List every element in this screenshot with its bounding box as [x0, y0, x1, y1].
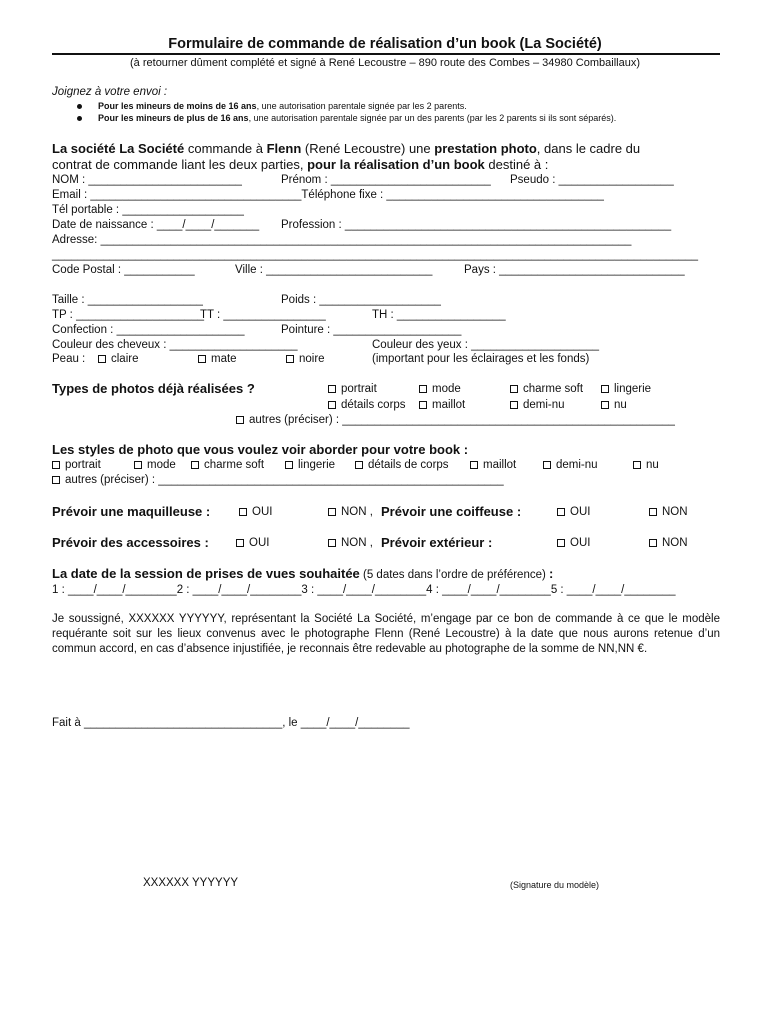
deja-nu-checkbox[interactable]	[601, 399, 627, 411]
session-title: La date de la session de prises de vues souhaitée	[52, 566, 360, 581]
checkbox-icon	[134, 461, 142, 469]
signatory-name: XXXXXX YYYYYY	[143, 877, 239, 889]
style-portrait-checkbox[interactable]	[52, 459, 101, 471]
style-nu-checkbox[interactable]	[633, 459, 659, 471]
checkbox-icon	[510, 401, 518, 409]
prenom-field[interactable]: Prénom : _________________________	[281, 174, 491, 186]
style-demi-nu-checkbox[interactable]	[543, 459, 598, 471]
option-label: autres (préciser) : ______________________________________________________	[65, 474, 504, 486]
deja-mode-checkbox[interactable]	[419, 383, 461, 395]
exterieur-oui-checkbox[interactable]	[557, 537, 590, 549]
coiffeuse-label: Prévoir une coiffeuse :	[381, 504, 522, 519]
intro-text: (René Lecoustre) une	[301, 141, 435, 156]
checkbox-icon	[601, 401, 609, 409]
checkbox-icon	[601, 385, 609, 393]
option-label: portrait	[341, 383, 377, 395]
option-label: OUI	[570, 506, 591, 518]
fait-a-field[interactable]: Fait à _______________________________, le ____/____/________	[52, 717, 410, 729]
signature-label: (Signature du modèle)	[510, 880, 600, 890]
checkbox-icon	[239, 508, 247, 516]
accessoires-label: Prévoir des accessoires :	[52, 535, 209, 550]
checkbox-icon	[470, 461, 478, 469]
coiffeuse-non-checkbox[interactable]	[649, 506, 688, 518]
option-label: NON	[662, 537, 688, 549]
option-label: demi-nu	[523, 399, 565, 411]
session-heading	[52, 566, 553, 581]
intro-line-2	[52, 157, 548, 172]
checkbox-icon	[543, 461, 551, 469]
checkbox-icon	[286, 355, 294, 363]
checkbox-icon	[557, 539, 565, 547]
option-label: mate	[211, 353, 237, 365]
bullet-text: , une autorisation parentale signée par un des parents (par les 2 parents si ils sont séparés).	[248, 113, 617, 123]
exterieur-non-checkbox[interactable]	[649, 537, 688, 549]
option-label: maillot	[432, 399, 466, 411]
option-label: noire	[299, 353, 325, 365]
th-field[interactable]: TH : _________________	[372, 309, 506, 321]
checkbox-icon	[557, 508, 565, 516]
style-charme-checkbox[interactable]	[191, 459, 264, 471]
bullet-bold: Pour les mineurs de moins de 16 ans	[98, 101, 257, 111]
engagement-paragraph: Je soussigné, XXXXXX YYYYYY, représentant la Société La Société, m’engage par ce bon de commande à ce que le modèle requérante soit sur les lieux convenus avec le photographe Flenn (René Lecoustre) à la date que nous aurons retenue d’un commun accord, en cas d’absence injustifiée, je reconnais être redevable au photographe de la somme de NN,NN €.	[52, 613, 720, 655]
checkbox-icon	[649, 539, 657, 547]
types-deja-heading: Types de photos déjà réalisées ?	[52, 381, 255, 396]
nom-field[interactable]: NOM : ________________________	[52, 174, 242, 186]
intro-text: destiné à :	[484, 157, 549, 172]
intro-line-1	[52, 141, 640, 156]
option-label: nu	[614, 399, 627, 411]
deja-lingerie-checkbox[interactable]	[601, 383, 651, 395]
profession-field[interactable]: Profession : ___________________________________________________	[281, 219, 672, 231]
accessoires-non-checkbox[interactable]	[328, 537, 373, 549]
checkbox-icon	[236, 416, 244, 424]
option-label: NON	[662, 506, 688, 518]
adresse-line-2[interactable]: _____________________________________________________________________________________________________	[52, 249, 698, 261]
peau-noire-checkbox[interactable]	[286, 353, 325, 365]
deja-maillot-checkbox[interactable]	[419, 399, 465, 411]
checkbox-icon	[510, 385, 518, 393]
checkbox-icon	[633, 461, 641, 469]
poids-field[interactable]: Poids : ___________________	[281, 294, 441, 306]
checkbox-icon	[328, 508, 336, 516]
checkbox-icon	[419, 401, 427, 409]
cheveux-field[interactable]: Couleur des cheveux : ____________________	[52, 339, 298, 351]
bullet-text: , une autorisation parentale signée par les 2 parents.	[256, 101, 467, 111]
pays-field[interactable]: Pays : _____________________________	[464, 264, 685, 276]
option-label: OUI	[252, 506, 273, 518]
title-rule	[52, 53, 720, 55]
checkbox-icon	[98, 355, 106, 363]
checkbox-icon	[52, 461, 60, 469]
form-title: Formulaire de commande de réalisation d’un book (La Société)	[168, 36, 602, 52]
envoi-bullet-1	[77, 101, 467, 111]
bullet-icon	[77, 104, 82, 109]
checkbox-icon	[649, 508, 657, 516]
tp-field[interactable]: TP : ____________________	[52, 309, 204, 321]
checkbox-icon	[328, 539, 336, 547]
envoi-bullet-2	[77, 113, 616, 123]
maquilleuse-non-checkbox[interactable]	[328, 506, 373, 518]
option-label: charme soft	[204, 459, 265, 471]
exterieur-label: Prévoir extérieur :	[381, 535, 493, 550]
intro-text: , dans le cadre du	[536, 141, 641, 156]
intro-text: commande à	[184, 141, 267, 156]
option-label: mode	[432, 383, 461, 395]
style-lingerie-checkbox[interactable]	[285, 459, 335, 471]
intro-book: pour la réalisation d’un book	[307, 157, 485, 172]
checkbox-icon	[328, 385, 336, 393]
intro-flenn: Flenn	[266, 141, 302, 156]
email-phone-field[interactable]: Email : _________________________________Téléphone fixe : __________________________________	[52, 189, 604, 201]
peau-note: (important pour les éclairages et les fonds)	[372, 353, 590, 365]
form-subtitle: (à retourner dûment complété et signé à René Lecoustre – 890 route des Combes – 34980 Combaillaux)	[130, 57, 640, 69]
option-label: détails de corps	[368, 459, 449, 471]
accessoires-oui-checkbox[interactable]	[236, 537, 269, 549]
deja-details-checkbox[interactable]	[328, 399, 406, 411]
tel-portable-field[interactable]: Tél portable : ___________________	[52, 204, 244, 216]
session-note: (5 dates dans l’ordre de préférence)	[363, 569, 546, 581]
option-label: portrait	[65, 459, 101, 471]
maquilleuse-label: Prévoir une maquilleuse :	[52, 504, 211, 519]
checkbox-icon	[328, 401, 336, 409]
checkbox-icon	[198, 355, 206, 363]
option-label: OUI	[249, 537, 270, 549]
coiffeuse-oui-checkbox[interactable]	[557, 506, 590, 518]
checkbox-icon	[355, 461, 363, 469]
code-postal-field[interactable]: Code Postal : ___________	[52, 264, 195, 276]
checkbox-icon	[191, 461, 199, 469]
option-label: claire	[111, 353, 139, 365]
checkbox-icon	[52, 476, 60, 484]
peau-mate-checkbox[interactable]	[198, 353, 237, 365]
option-label: demi-nu	[556, 459, 598, 471]
option-label: maillot	[483, 459, 517, 471]
checkbox-icon	[419, 385, 427, 393]
option-label: charme soft	[523, 383, 584, 395]
option-label: lingerie	[614, 383, 652, 395]
style-details-checkbox[interactable]	[355, 459, 449, 471]
bullet-icon	[77, 116, 82, 121]
option-label: autres (préciser) : ____________________________________________________	[249, 414, 675, 426]
option-label: OUI	[570, 537, 591, 549]
option-label: nu	[646, 459, 659, 471]
session-colon: :	[549, 566, 554, 581]
tt-field[interactable]: TT : ________________	[200, 309, 326, 321]
pseudo-field[interactable]: Pseudo : __________________	[510, 174, 674, 186]
checkbox-icon	[236, 539, 244, 547]
style-autres-checkbox[interactable]	[52, 474, 504, 486]
intro-prestation: prestation photo	[434, 141, 537, 156]
deja-autres-checkbox[interactable]	[236, 414, 675, 426]
deja-demi-nu-checkbox[interactable]	[510, 399, 565, 411]
option-label: détails corps	[341, 399, 406, 411]
option-label: NON ,	[341, 537, 373, 549]
pointure-field[interactable]: Pointure : ____________________	[281, 324, 462, 336]
checkbox-icon	[285, 461, 293, 469]
option-label: lingerie	[298, 459, 336, 471]
style-mode-checkbox[interactable]	[134, 459, 176, 471]
intro-company: La société La Société	[52, 141, 185, 156]
confection-field[interactable]: Confection : ____________________	[52, 324, 245, 336]
naissance-field[interactable]: Date de naissance : ____/____/_______	[52, 219, 260, 231]
envoi-heading: Joignez à votre envoi :	[52, 86, 168, 98]
peau-claire-checkbox[interactable]	[98, 353, 138, 365]
intro-text: contrat de commande liant les deux parties,	[52, 157, 308, 172]
maquilleuse-oui-checkbox[interactable]	[239, 506, 272, 518]
taille-field[interactable]: Taille : __________________	[52, 294, 203, 306]
deja-portrait-checkbox[interactable]	[328, 383, 377, 395]
option-label: mode	[147, 459, 176, 471]
peau-label: Peau :	[52, 353, 86, 365]
bullet-bold: Pour les mineurs de plus de 16 ans	[98, 113, 249, 123]
styles-heading: Les styles de photo que vous voulez voir aborder pour votre book :	[52, 442, 469, 457]
style-maillot-checkbox[interactable]	[470, 459, 516, 471]
deja-charme-checkbox[interactable]	[510, 383, 583, 395]
adresse-field[interactable]: Adresse: ___________________________________________________________________________________	[52, 234, 632, 246]
session-dates-fields[interactable]: 1 : ____/____/________2 : ____/____/________3 : ____/____/________4 : ____/____/________5 : ____/____/________	[52, 584, 676, 596]
yeux-field[interactable]: Couleur des yeux : ____________________	[372, 339, 599, 351]
ville-field[interactable]: Ville : __________________________	[235, 264, 433, 276]
option-label: NON ,	[341, 506, 373, 518]
